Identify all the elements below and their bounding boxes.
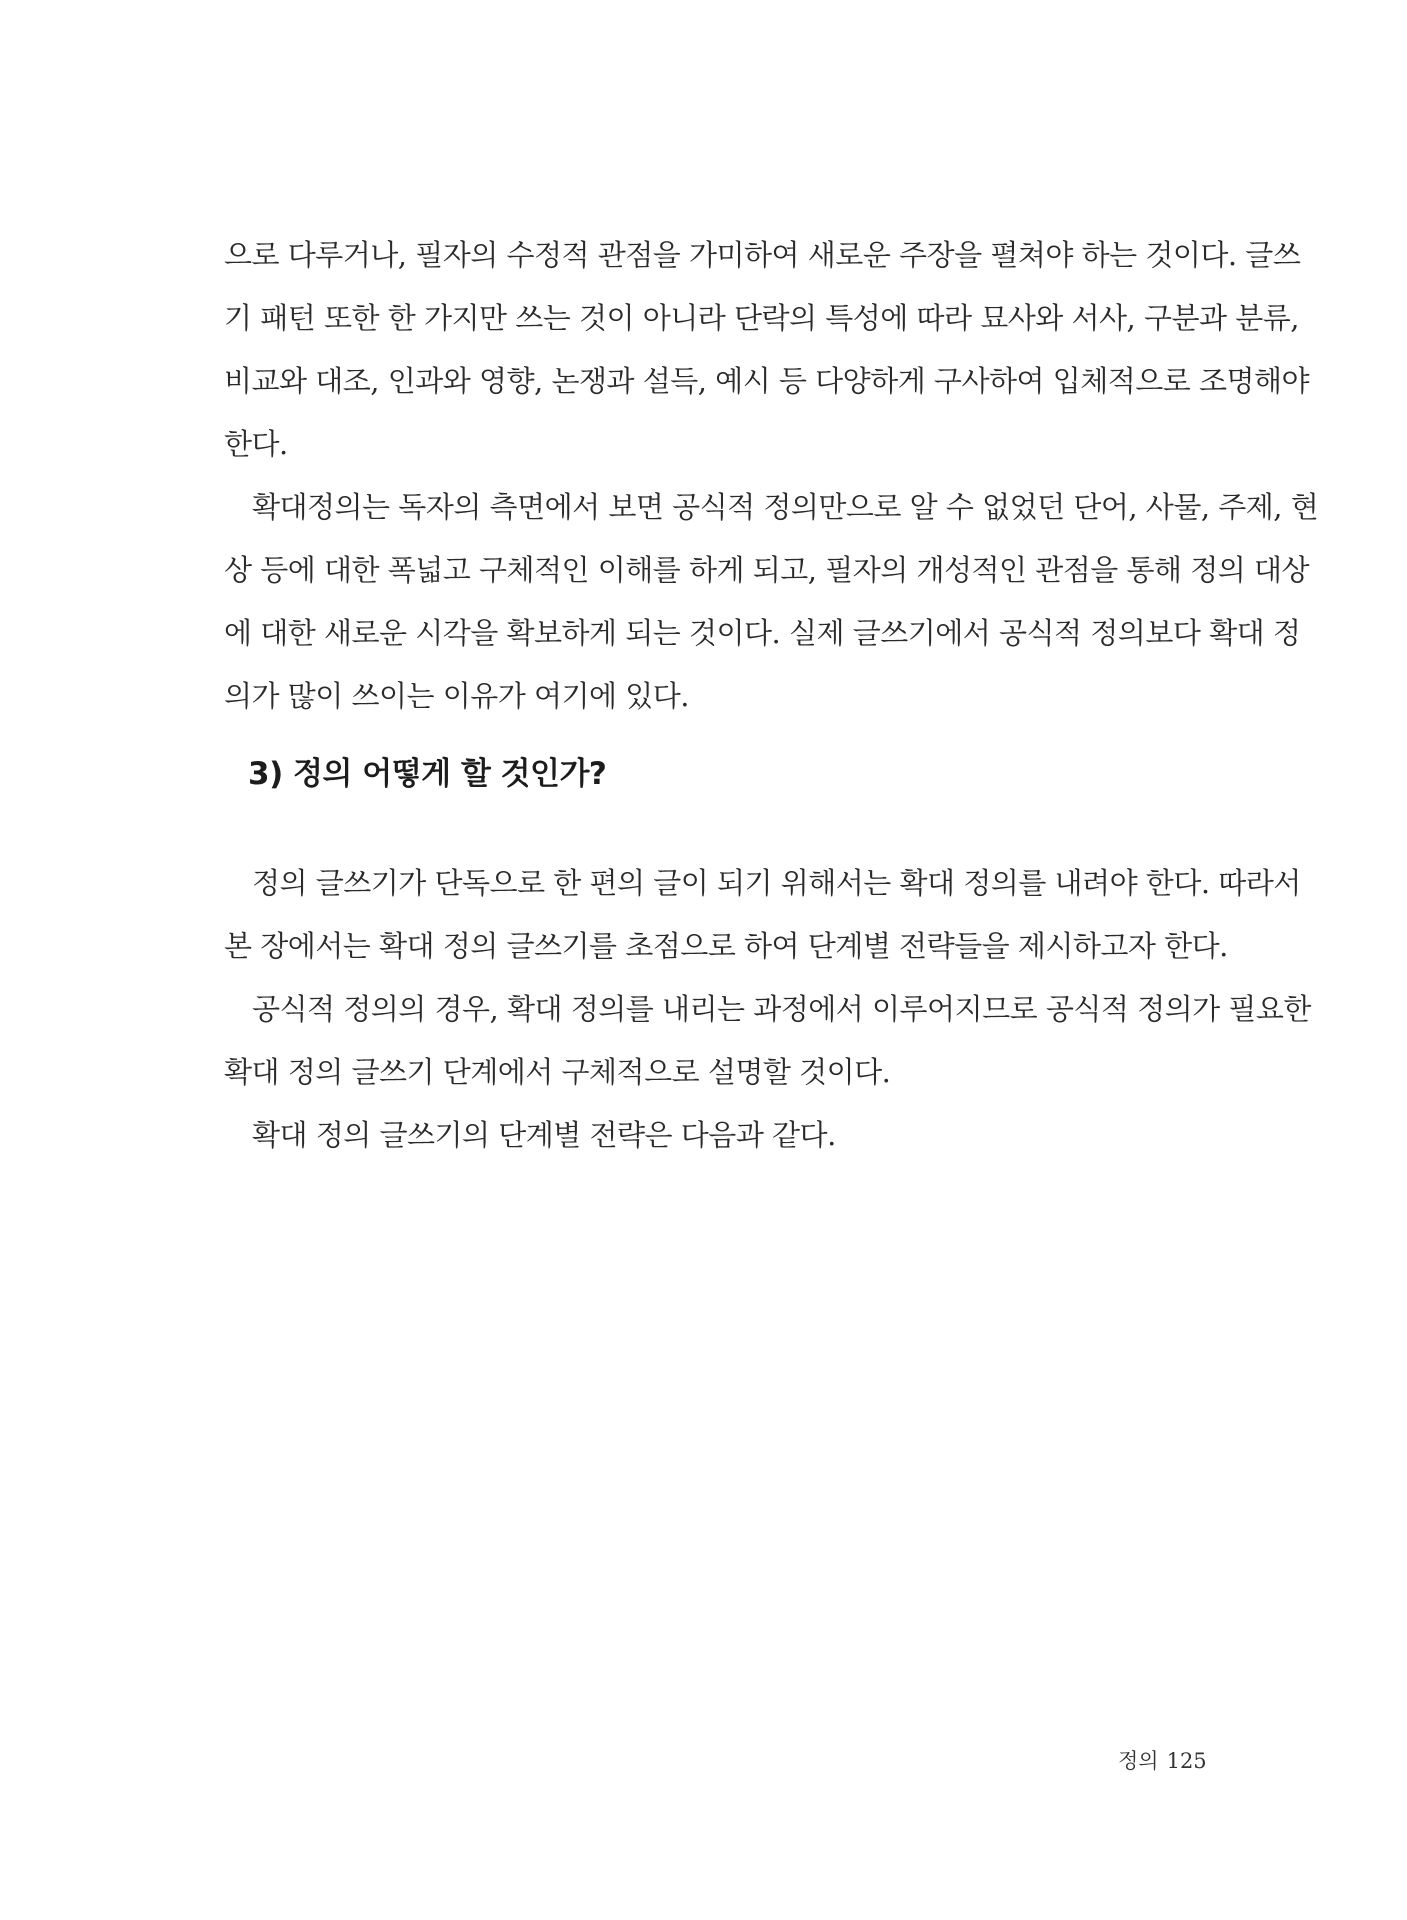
paragraph-4	[224, 978, 1311, 1104]
text-line: 으로 다루거나, 필자의 수정적 관점을 가미하여 새로운 주장을 펼쳐야 하는 것이다. 글쓰	[224, 238, 1301, 272]
text-line: 확대 정의 글쓰기 단계에서 구체적으로 설명할 것이다.	[224, 1055, 891, 1089]
text-line: 확대 정의 글쓰기의 단계별 전략은 다음과 같다.	[252, 1118, 836, 1152]
paragraph-5	[224, 1104, 1184, 1167]
text-block-lower	[224, 852, 1311, 1167]
text-line: 에 대한 새로운 시각을 확보하게 되는 것이다. 실제 글쓰기에서 공식적 정의보다 확대 정	[224, 616, 1301, 650]
running-title: 정의	[1118, 1749, 1159, 1773]
text-line: 확대정의는 독자의 측면에서 보면 공식적 정의만으로 알 수 없었던 단어, 사물, 주제, 현	[252, 490, 1319, 524]
text-line: 한다.	[224, 427, 288, 461]
section-heading: 3) 정의 어떻게 할 것인가?	[248, 756, 607, 792]
paragraph-2	[224, 476, 1319, 728]
text-line: 기 패턴 또한 한 가지만 쓰는 것이 아니라 단락의 특성에 따라 묘사와 서사, 구분과 분류,	[224, 301, 1299, 335]
text-line: 비교와 대조, 인과와 영향, 논쟁과 설득, 예시 등 다양하게 구사하여 입체적으로 조명해야	[224, 364, 1310, 398]
text-line: 공식적 정의의 경우, 확대 정의를 내리는 과정에서 이루어지므로 공식적 정의가 필요한	[252, 992, 1311, 1026]
page-number: 125	[1166, 1749, 1207, 1773]
page-footer	[1118, 1745, 1207, 1775]
text-line: 정의 글쓰기가 단독으로 한 편의 글이 되기 위해서는 확대 정의를 내려야 한다. 따라서	[252, 866, 1301, 900]
text-line: 상 등에 대한 폭넓고 구체적인 이해를 하게 되고, 필자의 개성적인 관점을 통해 정의 대상	[224, 553, 1310, 587]
paragraph-1	[224, 224, 1310, 476]
text-line: 의가 많이 쓰이는 이유가 여기에 있다.	[224, 679, 690, 713]
text-line: 본 장에서는 확대 정의 글쓰기를 초점으로 하여 단계별 전략들을 제시하고자 한다.	[224, 929, 1228, 963]
paragraph-3	[224, 852, 1301, 978]
text-block-upper	[224, 224, 1319, 728]
